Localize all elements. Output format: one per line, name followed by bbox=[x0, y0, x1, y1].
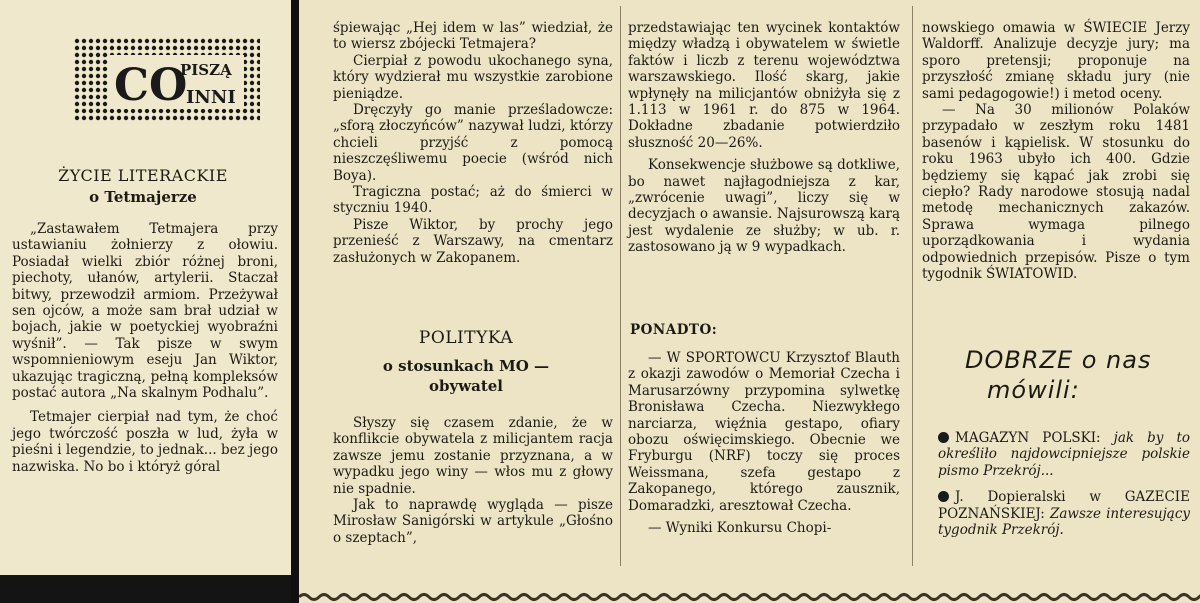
quote-source: J. Dopieralski w GAZECIE POZNAŃSKIEJ: bbox=[938, 489, 1190, 522]
column-2-bottom bbox=[333, 415, 613, 554]
quote-source: MAGAZYN POLSKI: bbox=[955, 430, 1101, 446]
paragraph: „Zastawałem Tetmajera przy ustawianiu żołnierzy z ołowiu. Posiadał wielki zbiór różnej broni, piechoty, ułanów, artylerii. Staczał bitwy, przewodził armiom. Przeżywał sen ojców, a może sam brał udział w bojach, jakie w poetyckiej wyobraźni wyśnił”. — Tak pisze w swym wspomnieniowym eseju Jan Wiktor, ukazując tragiczną, pełną kompleksów postać autora „Na skalnym Podhalu”. bbox=[12, 221, 278, 402]
paragraph: Pisze Wiktor, by prochy jego przenieść z Warszawy, na cmentarz zasłużonych w Zakopanem. bbox=[333, 216, 613, 266]
co-pisza-inni-logo bbox=[70, 37, 260, 125]
paragraph: śpiewając „Hej idem w las” wiedział, że to wiersz zbójecki Tetmajera? bbox=[333, 20, 613, 53]
bullet-icon bbox=[938, 491, 949, 502]
paragraph: nowskiego omawia w ŚWIECIE Jerzy Waldorff. Analizuje decyzje jury; ma sporo pretensji; proponuje na przyszłość zmianę składu jury (nie sami pedagogowie!) i metod oceny. bbox=[922, 20, 1190, 102]
paragraph: Słyszy się czasem zdanie, że w konflikcie obywatela z milicjantem racja zawsze jemu zostanie przyznana, a w wypadku jego winy — włos mu z głowy nie spadnie. bbox=[333, 415, 613, 497]
handwritten-line: DOBRZE o nas bbox=[965, 346, 1152, 374]
bullet-icon bbox=[938, 432, 949, 443]
handwritten-line: mówili: bbox=[987, 376, 1080, 404]
left-column bbox=[12, 221, 278, 483]
ponadto-heading: PONADTO: bbox=[630, 322, 718, 338]
section-title-polityka: POLITYKA bbox=[418, 328, 514, 348]
paragraph: Tetmajer cierpiał nad tym, że choć jego twórczość poszła w lud, żyła w pieśni i legendzie, to jednak... bez jego nazwiska. No bo i któryż góral bbox=[12, 409, 278, 475]
svg-text:INNI: INNI bbox=[186, 87, 236, 108]
paragraph: — Wyniki Konkursu Chopi- bbox=[648, 520, 832, 537]
quote-item bbox=[938, 430, 1190, 479]
paragraph: Cierpiał z powodu ukochanego syna, który wydzierał mu wszystkie zarobione pieniądze. bbox=[333, 52, 613, 102]
paragraph: Jak to naprawdę wygląda — pisze Mirosław Sanigórski w artykule „Głośno o szeptach”, bbox=[333, 497, 613, 546]
column-4-quotes bbox=[938, 430, 1190, 546]
quote-text: Zawsze interesujący tygodnik Przekrój. bbox=[938, 505, 1191, 539]
column-3-top bbox=[628, 20, 900, 264]
dobrze-o-nas-mowili-handwritten bbox=[965, 345, 1165, 405]
quote-text: jak by to określiło najdowcipniejsze polskie pismo Przekrój... bbox=[938, 430, 1190, 479]
column-divider bbox=[912, 6, 913, 566]
paragraph: przedstawiając ten wycinek kontaktów między władzą i obywatelem w świetle faktów i liczb z terenu województwa warszawskiego. Ilość skarg, jakie wpłynęły na milicjantów obniżyła się z 1.113 w 1961 r. do 875 w 1964. Dokładne zbadanie potwierdziło słuszność 20—26%. bbox=[628, 20, 900, 151]
paragraph: — Na 30 milionów Polaków przypadało w zeszłym roku 1481 basenów i kąpielisk. W stosunku do roku 1963 ubyło ich 400. Gdzie będziemy się kąpać jak zrobi się ciepło? Rady narodowe stosują nadal metodę mechanicznych zakazów. Sprawa wymaga pilnego uporządkowania i wydania odpowiednich przepisów. Pisze o tym tygodnik ŚWIATOWID. bbox=[922, 102, 1190, 283]
svg-text:CO: CO bbox=[114, 60, 188, 111]
svg-text:PISZĄ: PISZĄ bbox=[180, 61, 232, 79]
column-2-top bbox=[333, 20, 613, 274]
page-gutter bbox=[291, 0, 299, 603]
decorative-wavy-border bbox=[299, 590, 1200, 603]
section-subtitle-mo-obywatel: o stosunkach MO — obywatel bbox=[382, 357, 550, 395]
quote-item bbox=[938, 489, 1190, 538]
column-4-top bbox=[922, 20, 1190, 291]
column-3-bottom bbox=[628, 350, 900, 544]
section-subtitle-tetmajer: o Tetmajerze bbox=[89, 188, 197, 206]
paragraph: Tragiczna postać; aż do śmierci w styczniu 1940. bbox=[333, 184, 613, 217]
column-divider bbox=[620, 6, 621, 566]
paragraph: Dręczyły go manie prześladowcze: „sforą złoczyńców” nazywał ludzi, którzy chcieli przyjść z pomocą nieszczęśliwemu poecie (wśród nich Boya). bbox=[333, 102, 613, 184]
section-title-zycie-literackie: ŻYCIE LITERACKIE bbox=[58, 166, 228, 185]
paragraph: — W SPORTOWCU Krzysztof Blauth z okazji zawodów o Memoriał Czecha i Marusarzówny przypomina sylwetkę Bronisława Czecha. Niezwykłego narciarza, więźnia gestapo, ofiary obozu oświęcimskiego. Obecnie we Fryburgu (NRF) toczy się proces Weissmana, szefa gestapo z Zakopanego, którego zausznik, Domaradzki, aresztował Czecha. bbox=[628, 350, 900, 514]
page-edge-shadow bbox=[0, 575, 291, 603]
paragraph: Konsekwencje służbowe są dotkliwe, bo nawet najłagodniejsza z kar, „zwrócenie uwagi”, liczy się w decyzjach o awansie. Najsurowszą karą jest wydalenie ze służby; w ub. r. zastosowano ją w 9 wypadkach. bbox=[628, 157, 900, 256]
